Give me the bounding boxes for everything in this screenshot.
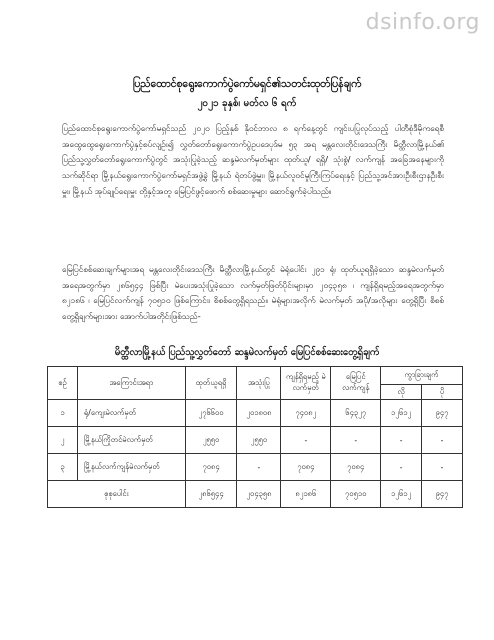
cell-should-remain: ၇၀၈၄ (281, 454, 331, 481)
cell-surplus: ၁၂၆၁၂ (381, 400, 422, 427)
cell-no: ၂ (48, 427, 78, 454)
table-row (48, 454, 463, 481)
cell-received: ၂၅၅၀ (185, 427, 237, 454)
cell-field-remaining: ၆၄၃၂၇ (331, 400, 381, 427)
header-field-remaining: မြေပြင် လက်ကျန် (331, 367, 381, 400)
table-title: မိတ္ထီလာမြို့နယ် ပြည်သူ့လွှတ်တော် ဆန္ဒမဲလက်မှတ် မြေပြင်စစ်ဆေးတွေ့ရှိချက် (114, 347, 380, 358)
cell-description: မြို့နယ်လက်ကျန်မဲလက်မှတ် (77, 454, 185, 481)
document-date: ၂၀၂၁ ခုနှစ်၊ မတ်လ ၆ ရက် (197, 98, 297, 109)
cell-received: ၇၀၈၄ (185, 454, 237, 481)
cell-total-excess: ၉၄၇ (422, 481, 463, 508)
watermark-logo: dsinfo.org (365, 10, 480, 35)
cell-surplus: - (381, 454, 422, 481)
cell-excess: - (422, 454, 463, 481)
header-received: ထုတ်ယူရရှိ (185, 367, 237, 400)
header-difference: ကွာခြားချက် (381, 367, 463, 385)
cell-field-remaining: - (331, 427, 381, 454)
cell-no: ၃ (48, 454, 78, 481)
cell-should-remain: ၇၄၀၈၂ (281, 400, 331, 427)
cell-no: ၁ (48, 400, 78, 427)
cell-excess: - (422, 427, 463, 454)
table-total-row (48, 481, 463, 508)
cell-total-label: စုစုပေါင်း (48, 481, 186, 508)
cell-surplus: - (381, 427, 422, 454)
cell-total-received: ၂၈၆၅၄၄ (185, 481, 237, 508)
cell-total-should-remain: ၈၂၁၈၆ (281, 481, 331, 508)
cell-used: ၂၀၁၈၀၈ (237, 400, 281, 427)
cell-should-remain: - (281, 427, 331, 454)
cell-excess: ၉၄၇ (422, 400, 463, 427)
document-title: ပြည်ထောင်စုရွေးကောက်ပွဲကော်မရှင်၏သတင်းထုတ်ပြန်ချက် (132, 78, 362, 90)
header-no: စဉ် (48, 367, 78, 400)
cell-received: ၂၇၆၆၀၀ (185, 400, 237, 427)
cell-total-surplus: ၁၂၆၁၂ (381, 481, 422, 508)
cell-description: မြို့နယ်ကြိုတင်မဲလက်မှတ် (77, 427, 185, 454)
cell-field-remaining: ၇၀၈၄ (331, 454, 381, 481)
header-used: အသုံးပြု (237, 367, 281, 400)
results-table (47, 366, 463, 508)
table-row (48, 427, 463, 454)
header-surplus: လို (381, 385, 422, 400)
cell-total-used: ၂၀၄၃၅၈ (237, 481, 281, 508)
paragraph-2: မြေပြင်စစ်ဆေးချက်များအရ မန္တလေးတိုင်းဒေသကြီး မိတ္ထီလာမြို့နယ်တွင် မဲရုံပေါင်း ၂၉၁ ရုံ၊ ထုတ်ယူရရှိခဲ့သော ဆန္ဒမဲလက်မှတ်အရေအတွက်မှာ ၂၈၆၅၄၄ ဖြစ်ပြီး မဲပေးအသုံးပြုခဲ့သော လက်မှတ်ဖြတ်ပိုင်းများမှာ ၂၀၄၃၅၈ ၊ ကျန်ရှိရမည့်အရေအတွက်မှာ ၈၂၁၈၆ ၊ မြေပြင်လက်ကျန် ၇၀၅၁၀ ဖြစ်ကြောင်း၊ စိစစ်တွေ့ရှိရသည်။ မဲရုံများအလိုက် မဲလက်မှတ် အပို/အလိုများ တွေ့ရှိပြီး စိစစ်တွေ့ရှိချက်များအား အောက်ပါအတိုင်းဖြစ်သည်- (62, 264, 444, 322)
paragraph-1: ပြည်ထောင်စုရွေးကောက်ပွဲကော်မရှင်သည် ၂၀၂၀ ပြည့်နှစ် နိုဝင်ဘာလ ၈ ရက်နေ့တွင် ကျင်းပပြုလုပ်သည့် ပါတီစုံဒီမိုကရေစီအထွေထွေရွေးကောက်ပွဲနှင့်စပ်လျဉ်း၍ လွှတ်တော်ရွေးကောက်ပွဲဥပဒေပုဒ်မ ၅၃ အရ မန္တလေးတိုင်းဒေသကြီး မိတ္ထီလာမြို့နယ်၏ ပြည်သူ့လွှတ်တော်ရွေးကောက်ပွဲတွင် အသုံးပြုခဲ့သည့် ဆန္ဒမဲလက်မှတ်များ ထုတ်ယူ/ ရရှိ/ သုံးစွဲ/ လက်ကျန် အခြေအနေများကို သက်ဆိုင်ရာ မြို့နယ်ရွေးကောက်ပွဲကော်မရှင်အဖွဲ့ခွဲ မြို့နယ် ရဲတပ်ဖွဲ့မှူး၊ မြို့နယ်လူဝင်မှုကြီးကြပ်ရေးနှင့် ပြည်သူ့အင်အားဦးစီးဌာနဦးစီးမှူး၊ မြို့နယ် အုပ်ချုပ်ရေးမှူး တို့နှင့်အတူ မြေပြင်ဖွင့်ဖောက် စစ်ဆေးမှုများ ဆောင်ရွက်ခဲ့ပါသည်။ (62, 123, 444, 196)
header-excess: ပို (422, 385, 463, 400)
header-should-remain: ကျန်ရှိရမည့် မဲလက်မှတ် (281, 367, 331, 400)
header-description: အကြောင်းအရာ (77, 367, 185, 400)
cell-used: ၂၅၅၀ (237, 427, 281, 454)
cell-description: ရုံ/ကျေးမဲလက်မှတ် (77, 400, 185, 427)
cell-total-field-remaining: ၇၀၅၁၀ (331, 481, 381, 508)
cell-used: - (237, 454, 281, 481)
table-header-row (48, 367, 463, 385)
table-row (48, 400, 463, 427)
